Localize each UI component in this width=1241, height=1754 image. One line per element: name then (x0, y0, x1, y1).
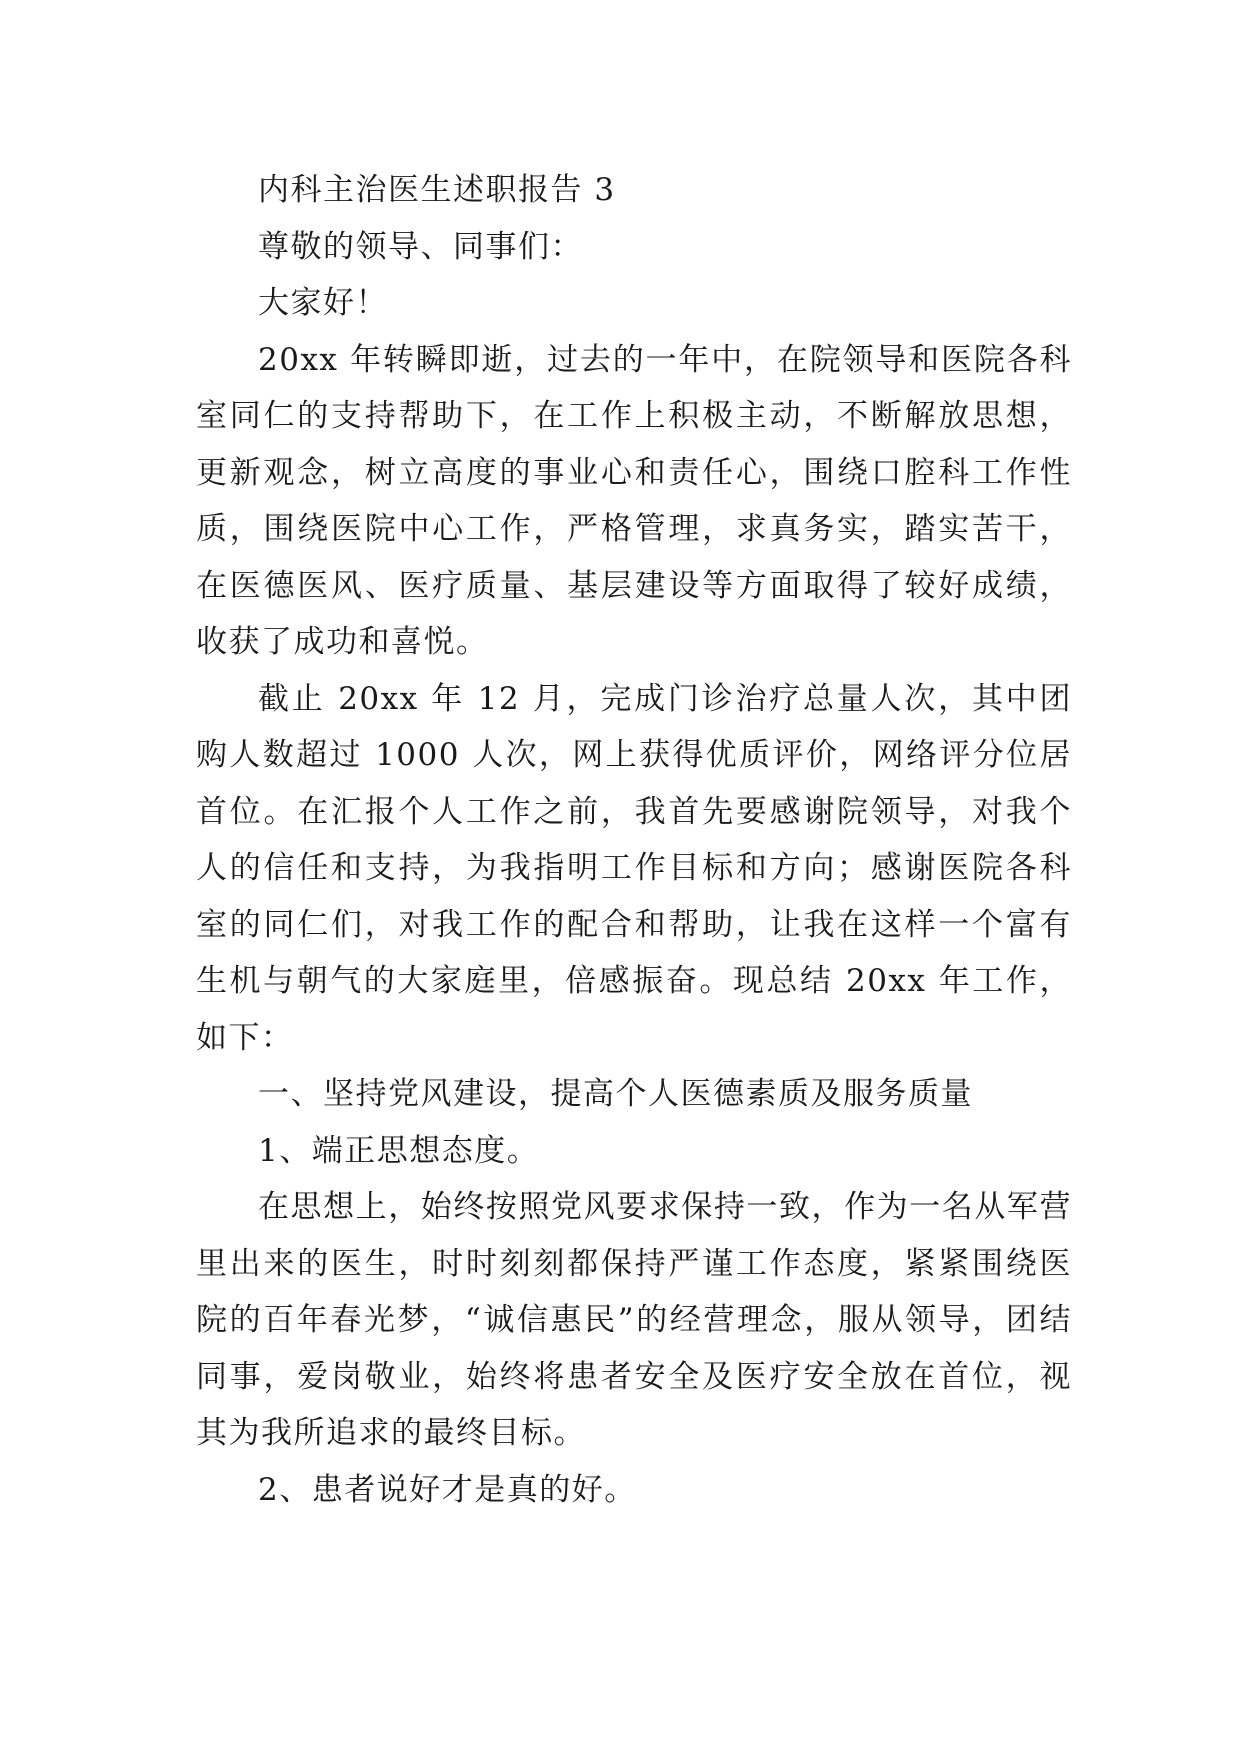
document-body (196, 162, 1072, 1518)
paragraph-intro: 20xx 年转瞬即逝，过去的一年中，在院领导和医院各科室同仁的支持帮助下，在工作上积极主动，不断解放思想，更新观念，树立高度的事业心和责任心，围绕口腔科工作性质，围绕医院中心工作，严格管理，求真务实，踏实苦干，在医德医风、医疗质量、基层建设等方面取得了较好成绩，收获了成功和喜悦。 (196, 341, 1072, 660)
item-body: 在思想上，始终按照党风要求保持一致，作为一名从军营里出来的医生，时时刻刻都保持严谨工作态度，紧紧围绕医院的百年春光梦，“诚信惠民”的经营理念，服从领导，团结同事，爱岗敬业，始终将患者安全及医疗安全放在首位，视其为我所追求的最终目标。 (196, 1189, 1072, 1451)
document-title: 内科主治医生述职报告 3 (258, 172, 616, 208)
section-heading: 一、坚持党风建设，提高个人医德素质及服务质量 (258, 1076, 973, 1112)
salutation: 尊敬的领导、同事们： (258, 228, 583, 265)
item-heading: 1、端正思想态度。 (258, 1132, 540, 1169)
greeting: 大家好！ (258, 285, 388, 321)
paragraph-summary: 截止 20xx 年 12 月，完成门诊治疗总量人次，其中团购人数超过 1000 人次，网上获得优质评价，网络评分位居首位。在汇报个人工作之前，我首先要感谢院领导，对我个人的信任和支持，为我指明工作目标和方向；感谢医院各科室的同仁们，对我工作的配合和帮助，让我在这样一个富有生机与朝气的大家庭里，倍感振奋。现总结 20xx 年工作，如下： (196, 680, 1072, 1056)
item-heading: 2、患者说好才是真的好。 (258, 1471, 637, 1508)
